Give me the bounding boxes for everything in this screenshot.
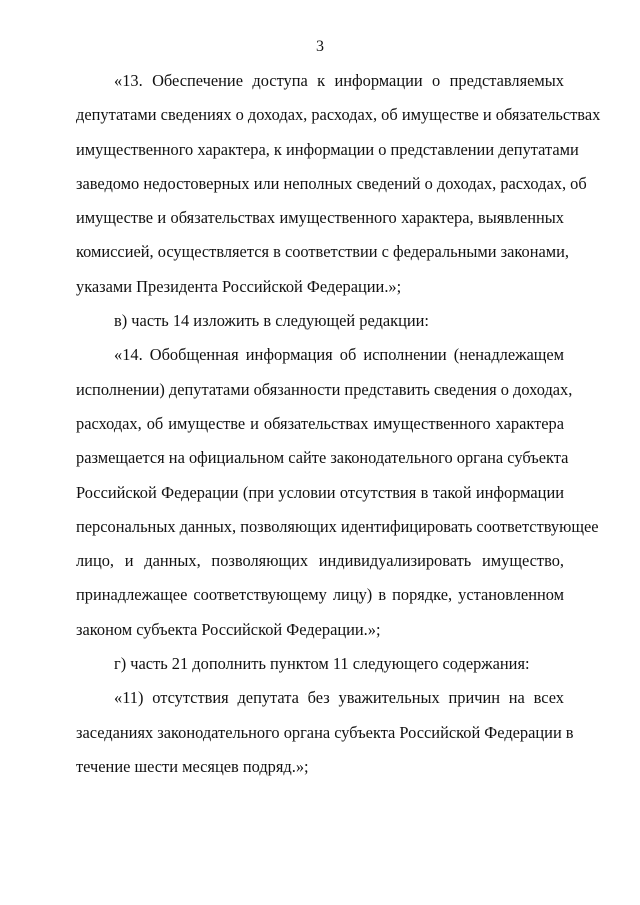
text-line: имущественного характера, к информации о представлении депутатами <box>76 139 579 159</box>
text-line: расходах, об имуществе и обязательствах имущественного характера <box>76 413 564 433</box>
page-number: 3 <box>316 38 324 55</box>
text-line: Российской Федерации (при условии отсутствия в такой информации <box>76 482 564 502</box>
text-line: заседаниях законодательного органа субъекта Российской Федерации в <box>76 722 574 742</box>
text-line: принадлежащее соответствующему лицу) в порядке, установленном <box>76 585 564 605</box>
paragraph-amendment-g <box>76 647 564 681</box>
text-line: «14. Обобщенная информация об исполнении (ненадлежащем <box>114 345 564 365</box>
text-line: в) часть 14 изложить в следующей редакции: <box>114 311 429 331</box>
text-line: лицо, и данных, позволяющих индивидуализировать имущество, <box>76 551 564 571</box>
text-line: «11) отсутствия депутата без уважительных причин на всех <box>114 688 564 708</box>
paragraph-item-11 <box>76 681 574 784</box>
text-line: размещается на официальном сайте законодательного органа субъекта <box>76 448 569 468</box>
text-line: течение шести месяцев подряд.»; <box>76 756 309 776</box>
paragraph-amendment-v <box>76 304 564 338</box>
text-line: законом субъекта Российской Федерации.»; <box>76 619 381 639</box>
text-line: заведомо недостоверных или неполных сведений о доходах, расходах, об <box>76 173 587 193</box>
text-line: «13. Обеспечение доступа к информации о представляемых <box>114 71 564 90</box>
text-line: депутатами сведениях о доходах, расходах, об имуществе и обязательствах <box>76 105 601 125</box>
text-line: г) часть 21 дополнить пунктом 11 следующего содержания: <box>114 654 530 674</box>
text-line: исполнении) депутатами обязанности представить сведения о доходах, <box>76 379 573 399</box>
text-line: имуществе и обязательствах имущественного характера, выявленных <box>76 208 564 228</box>
paragraph-item-14 <box>76 338 599 647</box>
text-line: комиссией, осуществляется в соответствии с федеральными законами, <box>76 242 569 262</box>
paragraph-item-13 <box>76 64 601 304</box>
text-line: персональных данных, позволяющих идентифицировать соответствующее <box>76 516 599 536</box>
document-body <box>76 64 601 784</box>
text-line: указами Президента Российской Федерации.»; <box>76 276 402 296</box>
